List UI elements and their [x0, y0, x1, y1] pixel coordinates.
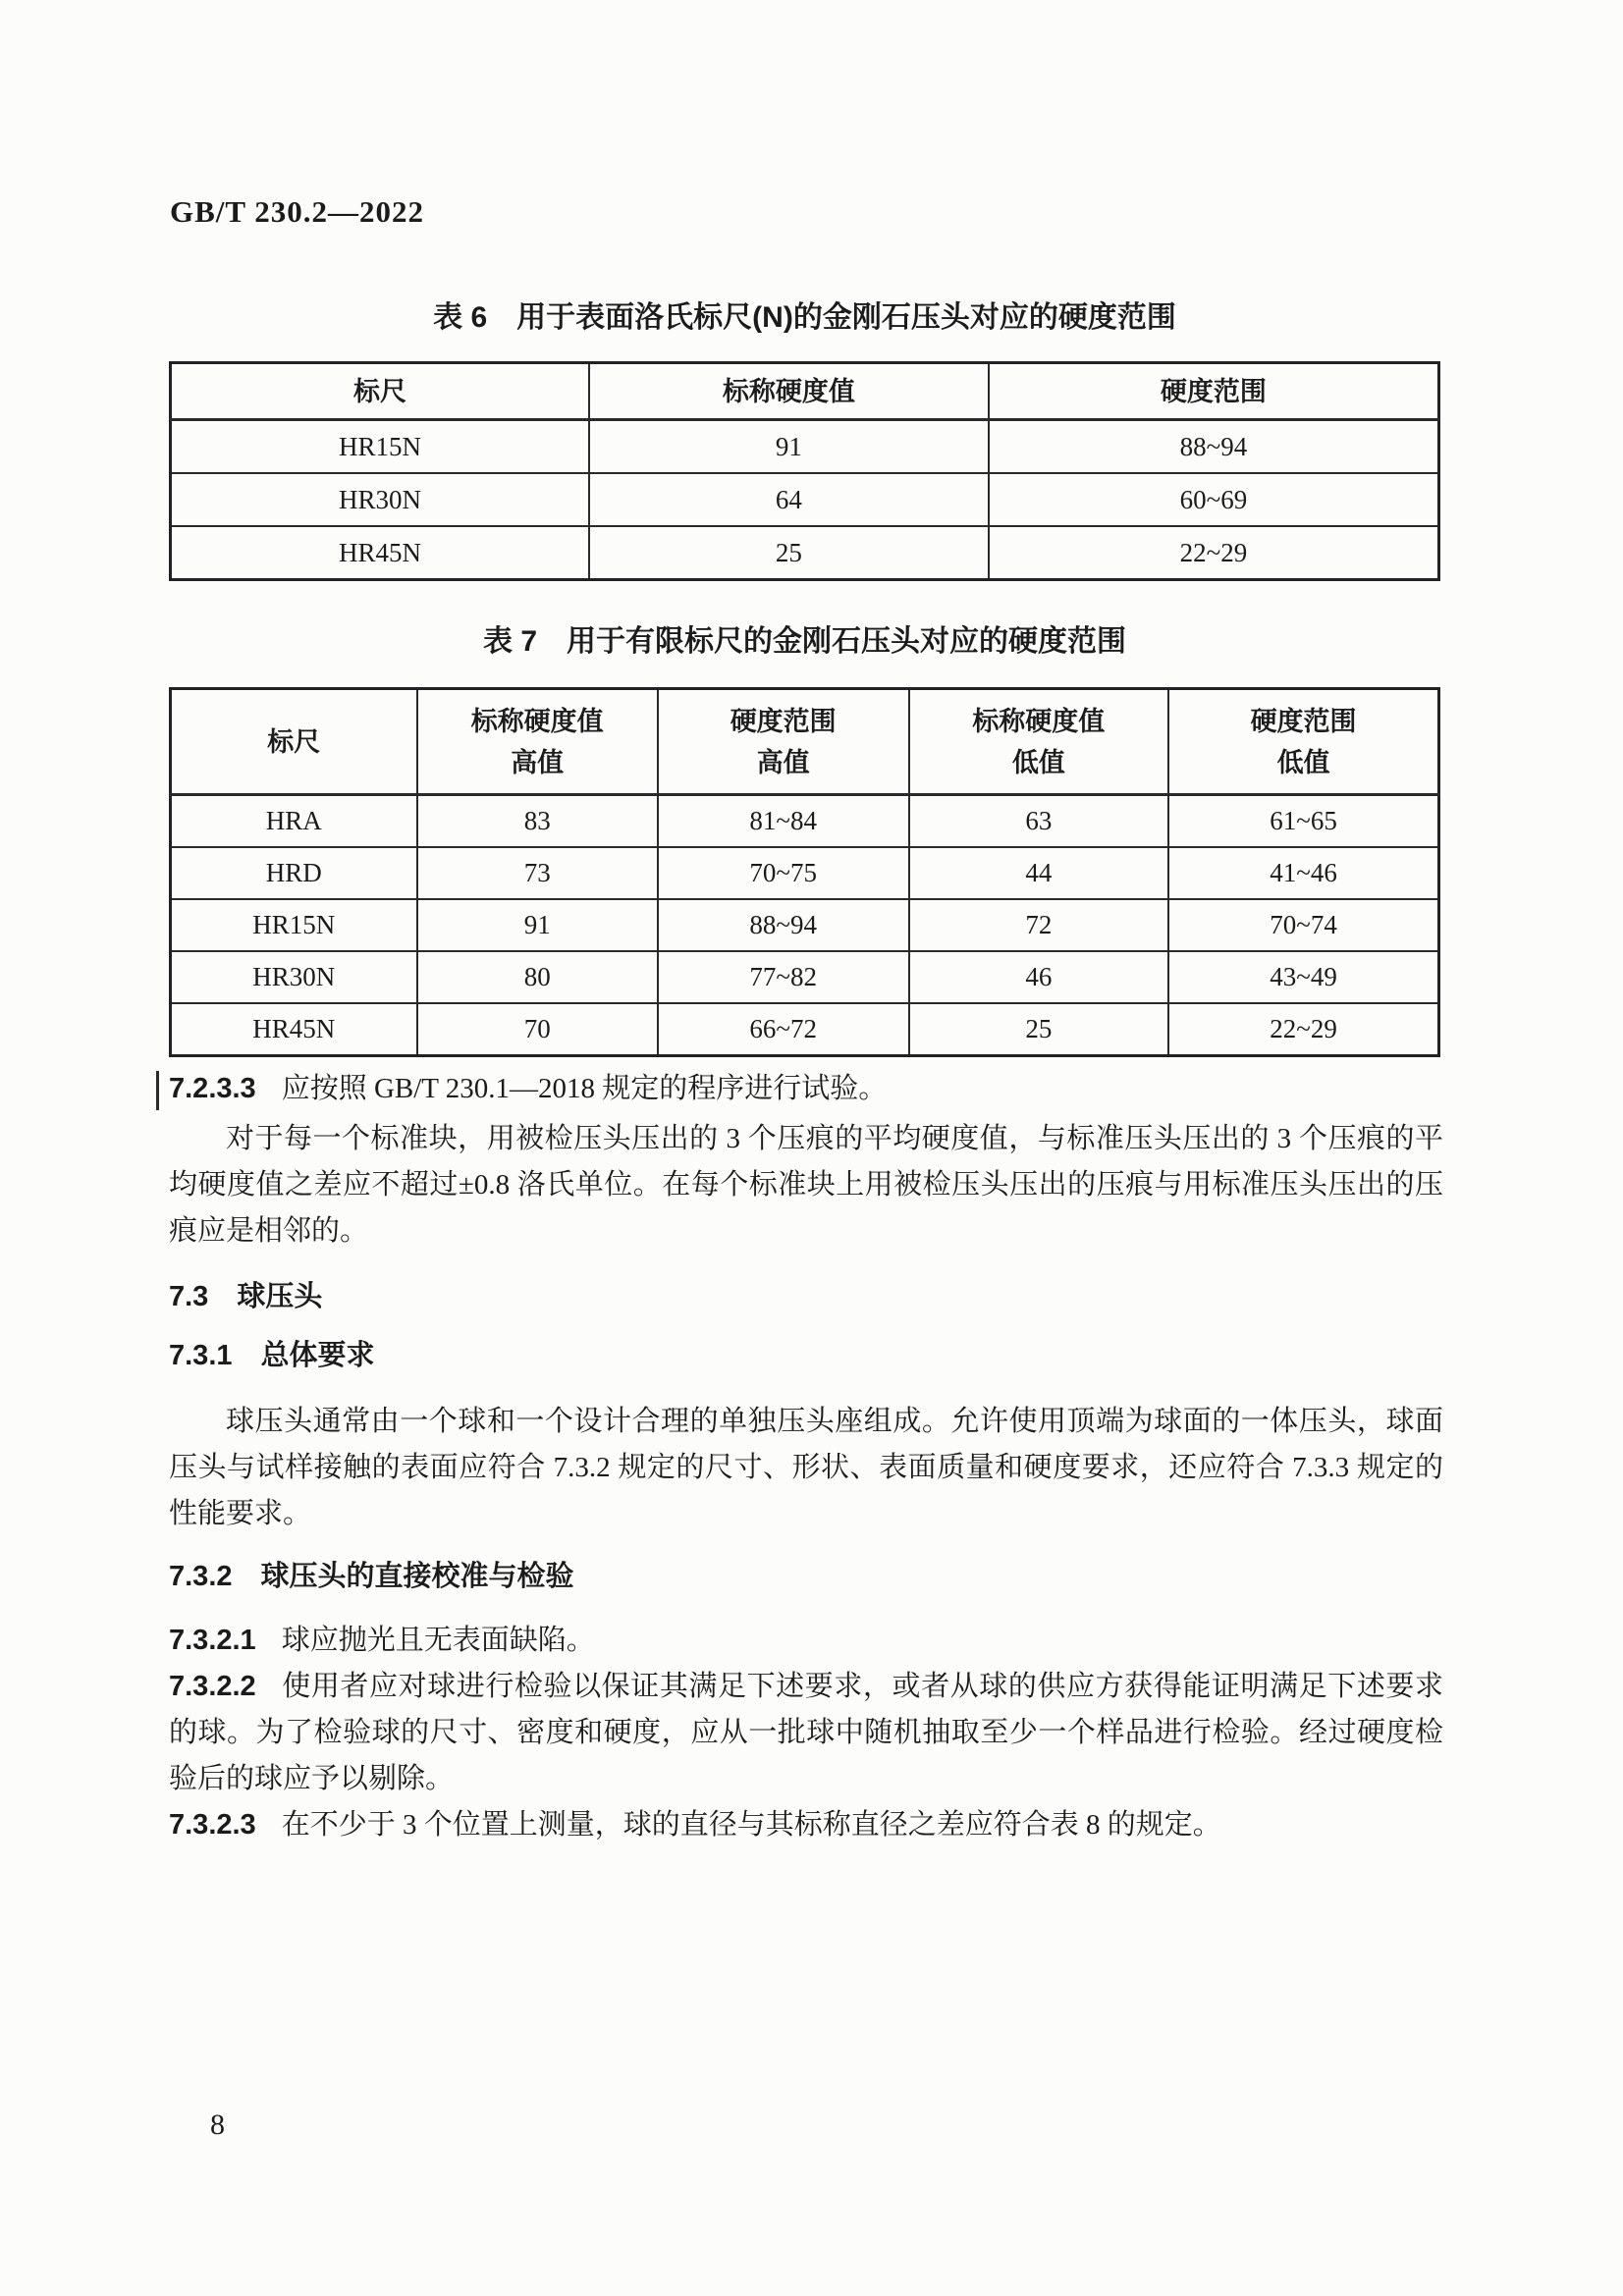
clause-7-3-2-1 — [169, 1618, 1443, 1664]
table-cell: HRA — [171, 795, 417, 848]
table-cell: 70~75 — [658, 847, 909, 899]
table-cell: 88~94 — [989, 420, 1439, 474]
table-cell: 22~29 — [989, 526, 1439, 580]
table-cell: 72 — [909, 899, 1169, 951]
table-cell: 88~94 — [658, 899, 909, 951]
table-cell: 70 — [417, 1003, 658, 1056]
table-cell: HR45N — [171, 1003, 417, 1056]
page-number: 8 — [210, 2109, 225, 2141]
table-row — [171, 847, 1439, 899]
table-cell: 44 — [909, 847, 1169, 899]
paragraph: 对于每一个标准块，用被检压头压出的 3 个压痕的平均硬度值，与标准压头压出的 3 个压痕的平均硬度值之差应不超过±0.8 洛氏单位。在每个标准块上用被检压头压出的压痕与用标准压头压出的压痕应是相邻的。 — [169, 1123, 1443, 1247]
body-text — [169, 1066, 1443, 1848]
table-cell: 25 — [909, 1003, 1169, 1056]
column-header: 标称硬度值 低值 — [909, 689, 1169, 795]
column-header: 标称硬度值 高值 — [417, 689, 658, 795]
header-row — [171, 363, 1439, 420]
table7 — [169, 687, 1440, 1057]
column-header: 标称硬度值 — [589, 363, 989, 420]
table-cell: 70~74 — [1168, 899, 1438, 951]
table-cell: 63 — [909, 795, 1169, 848]
table-cell: 60~69 — [989, 473, 1439, 526]
column-header: 标尺 — [171, 363, 590, 420]
clause-text: 使用者应对球进行检验以保证其满足下述要求，或者从球的供应方获得能证明满足下述要求的球。为了检验球的尺寸、密度和硬度，应从一批球中随机抽取至少一个样品进行检验。经过硬度检验后的球应予以剔除。 — [169, 1671, 1443, 1794]
clause-text: 应按照 GB/T 230.1—2018 规定的程序进行试验。 — [281, 1073, 888, 1104]
clause-number: 7.2.3.3 — [169, 1073, 256, 1104]
table-row — [171, 526, 1439, 580]
header-row — [171, 689, 1439, 795]
clause-text: 球应抛光且无表面缺陷。 — [281, 1625, 595, 1656]
table-cell: 80 — [417, 951, 658, 1003]
table-cell: 22~29 — [1168, 1003, 1438, 1056]
table-row — [171, 951, 1439, 1003]
table-row — [171, 1003, 1439, 1056]
table-cell: 46 — [909, 951, 1169, 1003]
clause-7-3-2-3 — [169, 1802, 1443, 1848]
clause-7-2-3-3 — [169, 1066, 1443, 1112]
clause-text: 在不少于 3 个位置上测量，球的直径与其标称直径之差应符合表 8 的规定。 — [281, 1809, 1221, 1841]
table-cell: 64 — [589, 473, 989, 526]
revision-change-bar — [156, 1071, 159, 1110]
clause-number: 7.3.2.3 — [169, 1809, 256, 1841]
heading-7-3: 7.3 球压头 — [169, 1281, 323, 1312]
table-cell: 77~82 — [658, 951, 909, 1003]
column-header: 硬度范围 — [989, 363, 1439, 420]
table-cell: 61~65 — [1168, 795, 1438, 848]
table-cell: 43~49 — [1168, 951, 1438, 1003]
table-cell: 81~84 — [658, 795, 909, 848]
column-header: 硬度范围 低值 — [1168, 689, 1438, 795]
table-cell: HR15N — [171, 420, 590, 474]
paragraph: 球压头通常由一个球和一个设计合理的单独压头座组成。允许使用顶端为球面的一体压头，球面压头与试样接触的表面应符合 7.3.2 规定的尺寸、形状、表面质量和硬度要求，还应符合 7.3.3 规定的性能要求。 — [169, 1406, 1443, 1529]
table-cell: 91 — [589, 420, 989, 474]
table6-caption: 表 6 用于表面洛氏标尺(N)的金刚石压头对应的硬度范围 — [433, 301, 1176, 334]
standard-number: GB/T 230.2—2022 — [170, 194, 425, 229]
table-cell: HR45N — [171, 526, 590, 580]
table-cell: 73 — [417, 847, 658, 899]
table6 — [169, 361, 1440, 581]
column-header: 标尺 — [171, 689, 417, 795]
table-cell: 66~72 — [658, 1003, 909, 1056]
table-cell: HR30N — [171, 473, 590, 526]
table-cell: 91 — [417, 899, 658, 951]
table-cell: 25 — [589, 526, 989, 580]
heading-7-3-1: 7.3.1 总体要求 — [169, 1340, 375, 1371]
table7-caption: 表 7 用于有限标尺的金刚石压头对应的硬度范围 — [482, 625, 1127, 658]
column-header: 硬度范围 高值 — [658, 689, 909, 795]
table-cell: 41~46 — [1168, 847, 1438, 899]
table-row — [171, 899, 1439, 951]
table-cell: 83 — [417, 795, 658, 848]
table-row — [171, 795, 1439, 848]
table-row — [171, 473, 1439, 526]
table-cell: HR30N — [171, 951, 417, 1003]
clause-number: 7.3.2.2 — [169, 1671, 256, 1702]
clause-7-3-2-2 — [169, 1664, 1443, 1802]
table-cell: HR15N — [171, 899, 417, 951]
heading-7-3-2: 7.3.2 球压头的直接校准与检验 — [169, 1561, 574, 1592]
table-row — [171, 420, 1439, 474]
table-cell: HRD — [171, 847, 417, 899]
clause-number: 7.3.2.1 — [169, 1625, 256, 1656]
